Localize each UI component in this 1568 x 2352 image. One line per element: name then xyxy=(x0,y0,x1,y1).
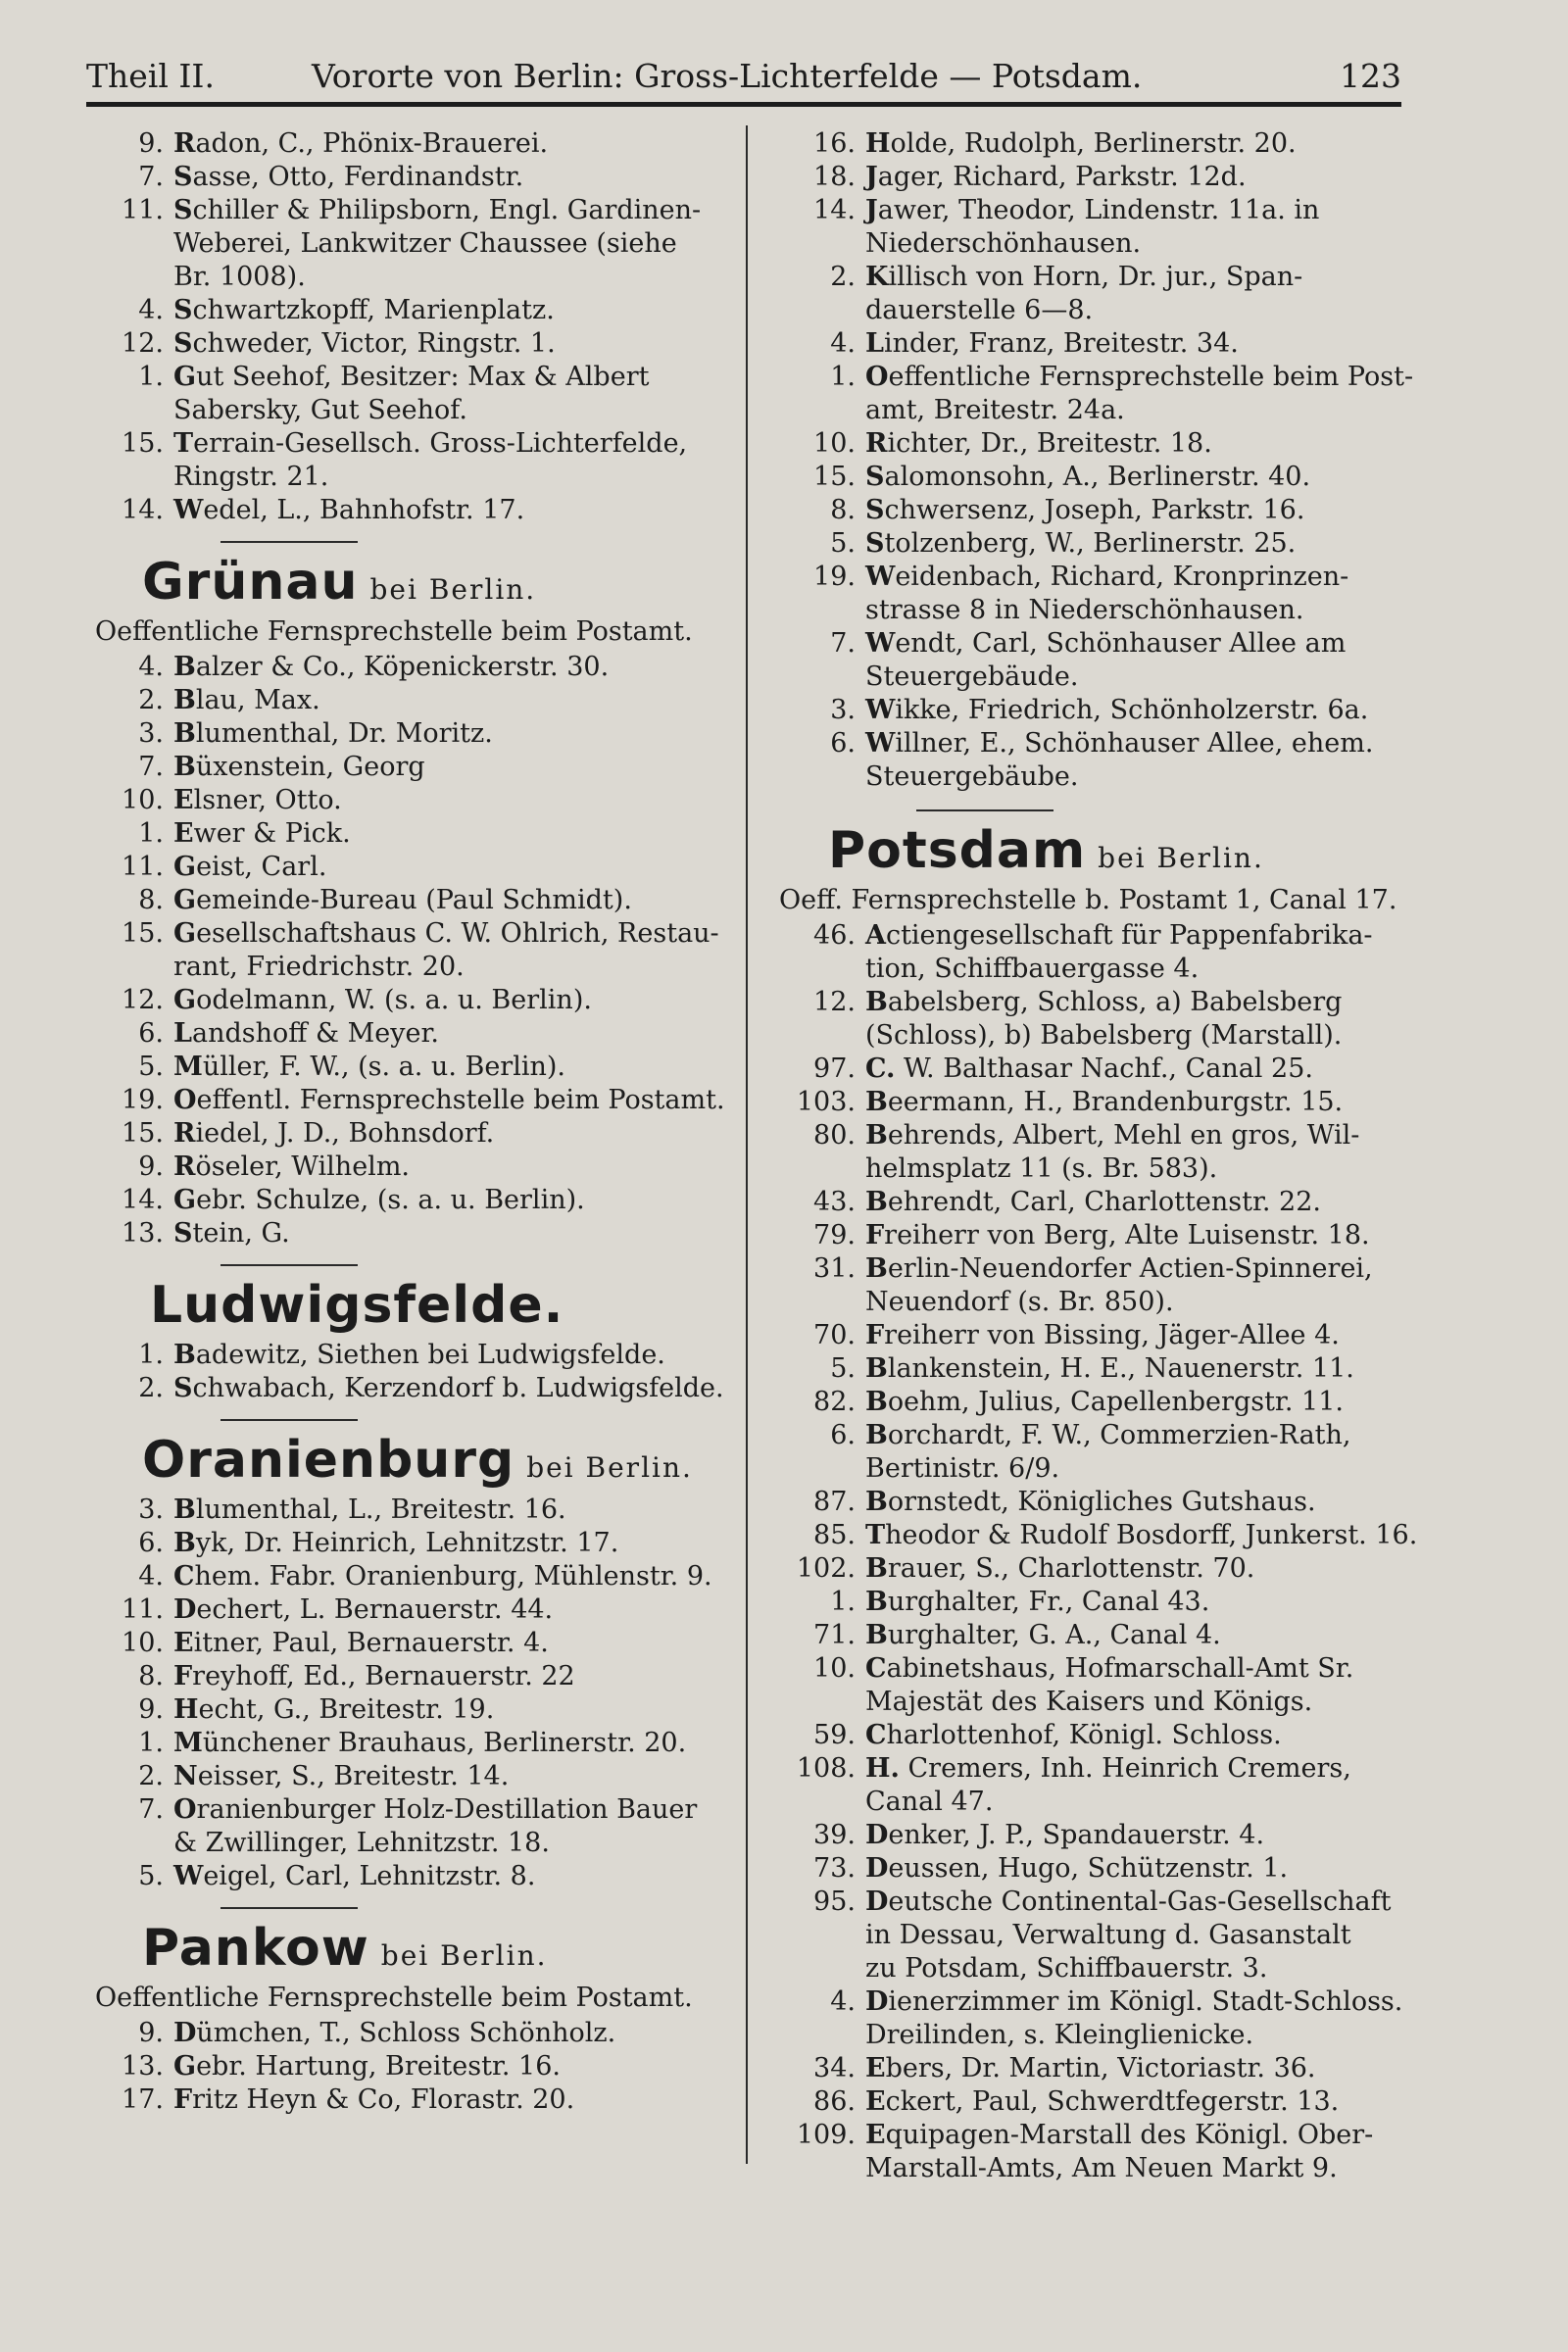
entry-number: 1. xyxy=(830,1587,856,1617)
entry-number: 1. xyxy=(830,362,856,392)
directory-entry xyxy=(779,1652,1446,1719)
entry-number: 95. xyxy=(813,1886,856,1917)
entry-number: 7. xyxy=(830,628,856,659)
entry-text: Dümchen, T., Schloss Schönholz. xyxy=(173,2018,616,2048)
entry-number: 7. xyxy=(138,162,164,192)
entry-text: Müller, F. W., (s. a. u. Berlin). xyxy=(173,1052,565,1082)
entry-text: Oeffentliche Fernsprechstelle beim Post- amt, Breitestr. 24a. xyxy=(865,362,1414,425)
section-note: Oeffentliche Fernsprechstelle beim Postamt. xyxy=(95,616,693,647)
directory-entry xyxy=(779,1419,1446,1486)
directory-entry xyxy=(93,1627,730,1660)
entry-text: C. W. Balthasar Nachf., Canal 25. xyxy=(865,1054,1313,1084)
directory-entry xyxy=(93,1593,730,1627)
entry-number: 109. xyxy=(796,2120,856,2150)
place-name: Ludwigsfelde. xyxy=(150,1276,564,1335)
entry-text: Burghalter, Fr., Canal 43. xyxy=(865,1587,1210,1617)
entry-number: 31. xyxy=(813,1253,856,1284)
entry-number: 12. xyxy=(122,328,164,359)
directory-entry xyxy=(779,1119,1446,1186)
entry-text: Eitner, Paul, Bernauerstr. 4. xyxy=(173,1628,549,1658)
entry-text: Elsner, Otto. xyxy=(173,785,342,815)
entry-number: 14. xyxy=(813,195,856,225)
entry-number: 9. xyxy=(138,1152,164,1182)
entry-text: Killisch von Horn, Dr. jur., Span- dauerstelle 6—8. xyxy=(865,262,1303,325)
directory-entry xyxy=(779,1852,1446,1886)
entry-number: 8. xyxy=(138,1661,164,1691)
entry-text: Freiherr von Berg, Alte Luisenstr. 18. xyxy=(865,1220,1370,1250)
entry-number: 10. xyxy=(122,1628,164,1658)
left-column xyxy=(93,127,730,2117)
entry-number: 71. xyxy=(813,1620,856,1650)
directory-entry xyxy=(779,461,1446,494)
entry-text: Deutsche Continental-Gas-Gesellschaft in Dessau, Verwaltung d. Gasanstalt zu Potsdam, Schiffbauerstr. 3. xyxy=(865,1886,1392,1984)
directory-entry xyxy=(93,1860,730,1893)
section-separator xyxy=(220,1264,358,1266)
entry-text: Neisser, S., Breitestr. 14. xyxy=(173,1761,510,1791)
entry-text: Cabinetshaus, Hofmarschall-Amt Sr. Majestät des Kaisers und Königs. xyxy=(865,1653,1354,1717)
entry-text: Radon, C., Phönix-Brauerei. xyxy=(173,128,549,159)
directory-entry xyxy=(779,494,1446,527)
place-name: Pankow xyxy=(142,1919,369,1978)
directory-entry xyxy=(779,2085,1446,2119)
entry-number: 6. xyxy=(138,1528,164,1558)
section-separator xyxy=(220,541,358,543)
directory-entry xyxy=(93,1217,730,1250)
directory-entry xyxy=(779,627,1446,694)
directory-entry xyxy=(779,727,1446,794)
entry-text: Holde, Rudolph, Berlinerstr. 20. xyxy=(865,128,1297,159)
entry-text: Sasse, Otto, Ferdinandstr. xyxy=(173,162,524,192)
entry-text: Terrain-Gesellsch. Gross-Lichterfelde, Ringstr. 21. xyxy=(173,428,688,492)
entry-text: Berlin-Neuendorfer Actien-Spinnerei, Neuendorf (s. Br. 850). xyxy=(865,1253,1373,1317)
entry-text: Schweder, Victor, Ringstr. 1. xyxy=(173,328,556,359)
entry-number: 11. xyxy=(122,1594,164,1625)
directory-entry xyxy=(779,1053,1446,1086)
entry-number: 15. xyxy=(122,428,164,459)
entry-number: 39. xyxy=(813,1820,856,1850)
entry-number: 1. xyxy=(138,1728,164,1758)
entry-text: Blankenstein, H. E., Nauenerstr. 11. xyxy=(865,1353,1354,1384)
entry-text: Freiherr von Bissing, Jäger-Allee 4. xyxy=(865,1320,1340,1350)
directory-entry xyxy=(93,1117,730,1151)
directory-entry xyxy=(93,494,730,527)
page-header xyxy=(86,51,1401,102)
entry-number: 15. xyxy=(122,918,164,949)
directory-entry xyxy=(779,1186,1446,1219)
entry-text: Riedel, J. D., Bohnsdorf. xyxy=(173,1118,495,1149)
directory-entry xyxy=(93,1151,730,1184)
entry-number: 10. xyxy=(813,1653,856,1684)
directory-entry xyxy=(93,851,730,884)
entry-text: Schwersenz, Joseph, Parkstr. 16. xyxy=(865,495,1305,525)
entry-number: 9. xyxy=(138,2018,164,2048)
entry-number: 34. xyxy=(813,2053,856,2083)
directory-entry xyxy=(779,194,1446,261)
directory-entry xyxy=(93,1051,730,1084)
entry-number: 2. xyxy=(830,262,856,292)
directory-entry xyxy=(93,651,730,684)
entry-text: Blumenthal, L., Breitestr. 16. xyxy=(173,1494,566,1525)
entry-number: 10. xyxy=(813,428,856,459)
directory-entry xyxy=(93,1017,730,1051)
entry-number: 1. xyxy=(138,818,164,849)
entry-text: Hecht, G., Breitestr. 19. xyxy=(173,1694,495,1725)
directory-entry xyxy=(93,361,730,427)
directory-entry xyxy=(779,1619,1446,1652)
entry-number: 3. xyxy=(138,718,164,749)
directory-entry xyxy=(779,1985,1446,2052)
page-number: 123 xyxy=(1340,57,1401,95)
directory-entry xyxy=(779,694,1446,727)
entry-text: Eckert, Paul, Schwerdtfegerstr. 13. xyxy=(865,2086,1340,2117)
entry-text: Freyhoff, Ed., Bernauerstr. 22 xyxy=(173,1661,575,1691)
entry-number: 13. xyxy=(122,2051,164,2082)
entry-number: 82. xyxy=(813,1387,856,1417)
entry-text: Fritz Heyn & Co, Florastr. 20. xyxy=(173,2084,575,2115)
directory-entry xyxy=(93,1372,730,1405)
directory-entry xyxy=(93,327,730,361)
entry-number: 9. xyxy=(138,1694,164,1725)
right-column xyxy=(779,127,1446,2185)
entry-number: 11. xyxy=(122,852,164,882)
entry-text: Burghalter, G. A., Canal 4. xyxy=(865,1620,1221,1650)
place-suffix: bei Berlin. xyxy=(369,573,537,606)
entry-text: Balzer & Co., Köpenickerstr. 30. xyxy=(173,652,610,682)
directory-entry xyxy=(93,127,730,161)
place-suffix: bei Berlin. xyxy=(526,1451,693,1484)
entry-text: Gebr. Schulze, (s. a. u. Berlin). xyxy=(173,1185,585,1215)
entry-text: Byk, Dr. Heinrich, Lehnitzstr. 17. xyxy=(173,1528,619,1558)
entry-text: Gemeinde-Bureau (Paul Schmidt). xyxy=(173,885,632,915)
directory-entry xyxy=(93,751,730,784)
section-separator xyxy=(220,1907,358,1909)
directory-entry xyxy=(93,161,730,194)
entry-text: Blumenthal, Dr. Moritz. xyxy=(173,718,493,749)
entry-text: Jawer, Theodor, Lindenstr. 11a. in Niederschönhausen. xyxy=(865,195,1320,259)
directory-entry xyxy=(779,1519,1446,1552)
entry-number: 3. xyxy=(138,1494,164,1525)
section-note: Oeff. Fernsprechstelle b. Postamt 1, Canal 17. xyxy=(779,885,1397,915)
place-name: Oranienburg xyxy=(142,1431,515,1490)
entry-number: 70. xyxy=(813,1320,856,1350)
entry-text: H. Cremers, Inh. Heinrich Cremers, Canal 47. xyxy=(865,1753,1351,1817)
directory-entry xyxy=(93,1660,730,1693)
entry-number: 14. xyxy=(122,495,164,525)
entry-text: Behrendt, Carl, Charlottenstr. 22. xyxy=(865,1187,1321,1217)
place-name: Grünau xyxy=(142,553,359,612)
directory-entry xyxy=(779,2052,1446,2085)
directory-entry xyxy=(779,1819,1446,1852)
entry-text: Weigel, Carl, Lehnitzstr. 8. xyxy=(173,1861,536,1891)
entry-text: Büxenstein, Georg xyxy=(173,752,425,782)
directory-entry xyxy=(779,1719,1446,1752)
entry-text: Brauer, S., Charlottenstr. 70. xyxy=(865,1553,1255,1584)
directory-entry xyxy=(93,1084,730,1117)
entry-text: Wedel, L., Bahnhofstr. 17. xyxy=(173,495,525,525)
entry-number: 43. xyxy=(813,1187,856,1217)
entry-number: 5. xyxy=(138,1052,164,1082)
entry-text: Richter, Dr., Breitestr. 18. xyxy=(865,428,1212,459)
entry-number: 5. xyxy=(830,1353,856,1384)
directory-entry xyxy=(779,327,1446,361)
place-suffix: bei Berlin. xyxy=(380,1939,548,1972)
header-part-label: Theil II. xyxy=(86,57,215,95)
directory-entry xyxy=(779,261,1446,327)
entry-text: Weidenbach, Richard, Kronprinzen- strasse 8 in Niederschönhausen. xyxy=(865,562,1349,625)
entry-number: 8. xyxy=(830,495,856,525)
entry-number: 2. xyxy=(138,1373,164,1403)
directory-entry xyxy=(93,1494,730,1527)
entry-text: Oeffentl. Fernsprechstelle beim Postamt. xyxy=(173,1085,725,1115)
section-heading xyxy=(142,1919,730,1978)
directory-entry xyxy=(93,294,730,327)
directory-entry xyxy=(779,1352,1446,1386)
entry-text: Denker, J. P., Spandauerstr. 4. xyxy=(865,1820,1265,1850)
entry-text: Salomonsohn, A., Berlinerstr. 40. xyxy=(865,462,1311,492)
section-note: Oeffentliche Fernsprechstelle beim Postamt. xyxy=(95,1983,693,2013)
entry-text: Wikke, Friedrich, Schönholzerstr. 6a. xyxy=(865,695,1369,725)
entry-text: Gebr. Hartung, Breitestr. 16. xyxy=(173,2051,561,2082)
entry-number: 87. xyxy=(813,1487,856,1517)
entry-number: 18. xyxy=(813,162,856,192)
directory-entry xyxy=(779,919,1446,986)
entry-number: 85. xyxy=(813,1520,856,1550)
entry-text: Blau, Max. xyxy=(173,685,320,715)
directory-entry xyxy=(93,784,730,817)
directory-entry xyxy=(93,984,730,1017)
entry-number: 6. xyxy=(138,1018,164,1049)
directory-entry xyxy=(93,1339,730,1372)
entry-number: 1. xyxy=(138,1340,164,1370)
entry-text: Behrends, Albert, Mehl en gros, Wil- helmsplatz 11 (s. Br. 583). xyxy=(865,1120,1360,1184)
entry-text: Dechert, L. Bernauerstr. 44. xyxy=(173,1594,554,1625)
entry-number: 108. xyxy=(796,1753,856,1784)
place-name: Potsdam xyxy=(828,821,1087,880)
directory-entry xyxy=(779,561,1446,627)
directory-entry xyxy=(93,884,730,917)
directory-entry xyxy=(779,527,1446,561)
entry-text: Geist, Carl. xyxy=(173,852,327,882)
entry-text: Münchener Brauhaus, Berlinerstr. 20. xyxy=(173,1728,687,1758)
directory-entry xyxy=(93,1184,730,1217)
entry-number: 1. xyxy=(138,362,164,392)
entry-number: 4. xyxy=(830,1986,856,2017)
entry-text: Gesellschaftshaus C. W. Ohlrich, Restau- rant, Friedrichstr. 20. xyxy=(173,918,719,982)
entry-text: Borchardt, F. W., Commerzien-Rath, Bertinistr. 6/9. xyxy=(865,1420,1351,1484)
directory-entry xyxy=(779,1252,1446,1319)
directory-entry xyxy=(779,1386,1446,1419)
entry-number: 46. xyxy=(813,920,856,951)
section-separator xyxy=(916,809,1054,811)
section-heading xyxy=(150,1276,730,1335)
directory-entry xyxy=(93,1560,730,1593)
section-heading xyxy=(828,821,1446,880)
entry-number: 97. xyxy=(813,1054,856,1084)
entry-text: Linder, Franz, Breitestr. 34. xyxy=(865,328,1239,359)
entry-number: 4. xyxy=(830,328,856,359)
directory-entry xyxy=(93,1693,730,1727)
entry-number: 15. xyxy=(122,1118,164,1149)
directory-entry xyxy=(779,161,1446,194)
section-heading xyxy=(142,1431,730,1490)
entry-text: Schiller & Philipsborn, Engl. Gardinen- Weberei, Lankwitzer Chaussee (siehe Br. 1008). xyxy=(173,195,702,292)
entry-text: Landshoff & Meyer. xyxy=(173,1018,440,1049)
section-heading xyxy=(142,553,730,612)
directory-entry xyxy=(779,1486,1446,1519)
entry-number: 4. xyxy=(138,652,164,682)
entry-number: 17. xyxy=(122,2084,164,2115)
entry-number: 14. xyxy=(122,1185,164,1215)
column-divider xyxy=(746,125,748,2164)
directory-entry xyxy=(779,127,1446,161)
entry-number: 4. xyxy=(138,1561,164,1592)
entry-number: 9. xyxy=(138,128,164,159)
directory-entry xyxy=(93,1527,730,1560)
directory-entry xyxy=(93,427,730,494)
directory-entry xyxy=(93,1793,730,1860)
entry-text: Actiengesellschaft für Pappenfabrika- tion, Schiffbauergasse 4. xyxy=(865,920,1373,984)
entry-text: Jager, Richard, Parkstr. 12d. xyxy=(865,162,1247,192)
entry-text: Stein, G. xyxy=(173,1218,290,1249)
entry-text: Babelsberg, Schloss, a) Babelsberg (Schloss), b) Babelsberg (Marstall). xyxy=(865,987,1343,1051)
entry-number: 15. xyxy=(813,462,856,492)
directory-entry xyxy=(779,1219,1446,1252)
entry-number: 7. xyxy=(138,1794,164,1825)
directory-entry xyxy=(93,1727,730,1760)
directory-entry xyxy=(779,1886,1446,1985)
entry-text: Theodor & Rudolf Bosdorff, Junkerst. 16. xyxy=(865,1520,1418,1550)
directory-entry xyxy=(779,2119,1446,2185)
directory-entry xyxy=(93,2017,730,2050)
entry-text: Deussen, Hugo, Schützenstr. 1. xyxy=(865,1853,1289,1884)
directory-entry xyxy=(93,684,730,717)
entry-number: 6. xyxy=(830,728,856,759)
entry-text: Equipagen-Marstall des Königl. Ober- Marstall-Amts, Am Neuen Markt 9. xyxy=(865,2120,1374,2183)
section-separator xyxy=(220,1419,358,1421)
entry-text: Schwabach, Kerzendorf b. Ludwigsfelde. xyxy=(173,1373,724,1403)
entry-number: 79. xyxy=(813,1220,856,1250)
entry-number: 5. xyxy=(830,528,856,559)
entry-text: Charlottenhof, Königl. Schloss. xyxy=(865,1720,1282,1750)
entry-number: 103. xyxy=(796,1087,856,1117)
directory-entry xyxy=(779,1552,1446,1586)
entry-number: 2. xyxy=(138,685,164,715)
directory-entry xyxy=(93,1760,730,1793)
entry-number: 13. xyxy=(122,1218,164,1249)
entry-number: 8. xyxy=(138,885,164,915)
entry-text: Boehm, Julius, Capellenbergstr. 11. xyxy=(865,1387,1344,1417)
entry-number: 5. xyxy=(138,1861,164,1891)
entry-number: 19. xyxy=(122,1085,164,1115)
directory-entry xyxy=(779,361,1446,427)
directory-entry xyxy=(93,817,730,851)
directory-entry xyxy=(93,917,730,984)
entry-number: 16. xyxy=(813,128,856,159)
entry-text: Badewitz, Siethen bei Ludwigsfelde. xyxy=(173,1340,665,1370)
entry-text: Röseler, Wilhelm. xyxy=(173,1152,410,1182)
entry-text: Willner, E., Schönhauser Allee, ehem. Steuergebäube. xyxy=(865,728,1374,792)
entry-text: Schwartzkopff, Marienplatz. xyxy=(173,295,555,325)
entry-number: 12. xyxy=(122,985,164,1015)
entry-text: Ewer & Pick. xyxy=(173,818,351,849)
directory-entry xyxy=(779,1319,1446,1352)
entry-text: Dienerzimmer im Königl. Stadt-Schloss. Dreilinden, s. Kleinglienicke. xyxy=(865,1986,1403,2050)
entry-text: Ebers, Dr. Martin, Victoriastr. 36. xyxy=(865,2053,1316,2083)
entry-text: Chem. Fabr. Oranienburg, Mühlenstr. 9. xyxy=(173,1561,712,1592)
directory-entry xyxy=(93,717,730,751)
entry-number: 3. xyxy=(830,695,856,725)
entry-text: Beermann, H., Brandenburgstr. 15. xyxy=(865,1087,1344,1117)
entry-text: Bornstedt, Königliches Gutshaus. xyxy=(865,1487,1316,1517)
directory-entry xyxy=(93,2083,730,2117)
entry-number: 10. xyxy=(122,785,164,815)
entry-number: 73. xyxy=(813,1853,856,1884)
directory-entry xyxy=(779,1586,1446,1619)
directory-entry xyxy=(93,194,730,294)
directory-entry xyxy=(93,2050,730,2083)
entry-number: 19. xyxy=(813,562,856,592)
entry-text: Stolzenberg, W., Berlinerstr. 25. xyxy=(865,528,1297,559)
place-suffix: bei Berlin. xyxy=(1098,842,1264,874)
entry-text: Gut Seehof, Besitzer: Max & Albert Sabersky, Gut Seehof. xyxy=(173,362,650,425)
entry-number: 86. xyxy=(813,2086,856,2117)
entry-number: 2. xyxy=(138,1761,164,1791)
directory-entry xyxy=(779,1086,1446,1119)
directory-entry xyxy=(779,427,1446,461)
entry-number: 102. xyxy=(796,1553,856,1584)
entry-number: 7. xyxy=(138,752,164,782)
entry-number: 80. xyxy=(813,1120,856,1151)
directory-entry xyxy=(779,986,1446,1053)
header-rule xyxy=(86,102,1401,107)
entry-number: 12. xyxy=(813,987,856,1017)
entry-text: Wendt, Carl, Schönhauser Allee am Steuergebäude. xyxy=(865,628,1347,692)
entry-number: 4. xyxy=(138,295,164,325)
entry-number: 6. xyxy=(830,1420,856,1450)
entry-number: 11. xyxy=(122,195,164,225)
entry-text: Godelmann, W. (s. a. u. Berlin). xyxy=(173,985,592,1015)
entry-text: Oranienburger Holz-Destillation Bauer & Zwillinger, Lehnitzstr. 18. xyxy=(173,1794,698,1858)
directory-entry xyxy=(779,1752,1446,1819)
entry-number: 59. xyxy=(813,1720,856,1750)
header-title: Vororte von Berlin: Gross-Lichterfelde — Potsdam. xyxy=(312,57,1143,95)
